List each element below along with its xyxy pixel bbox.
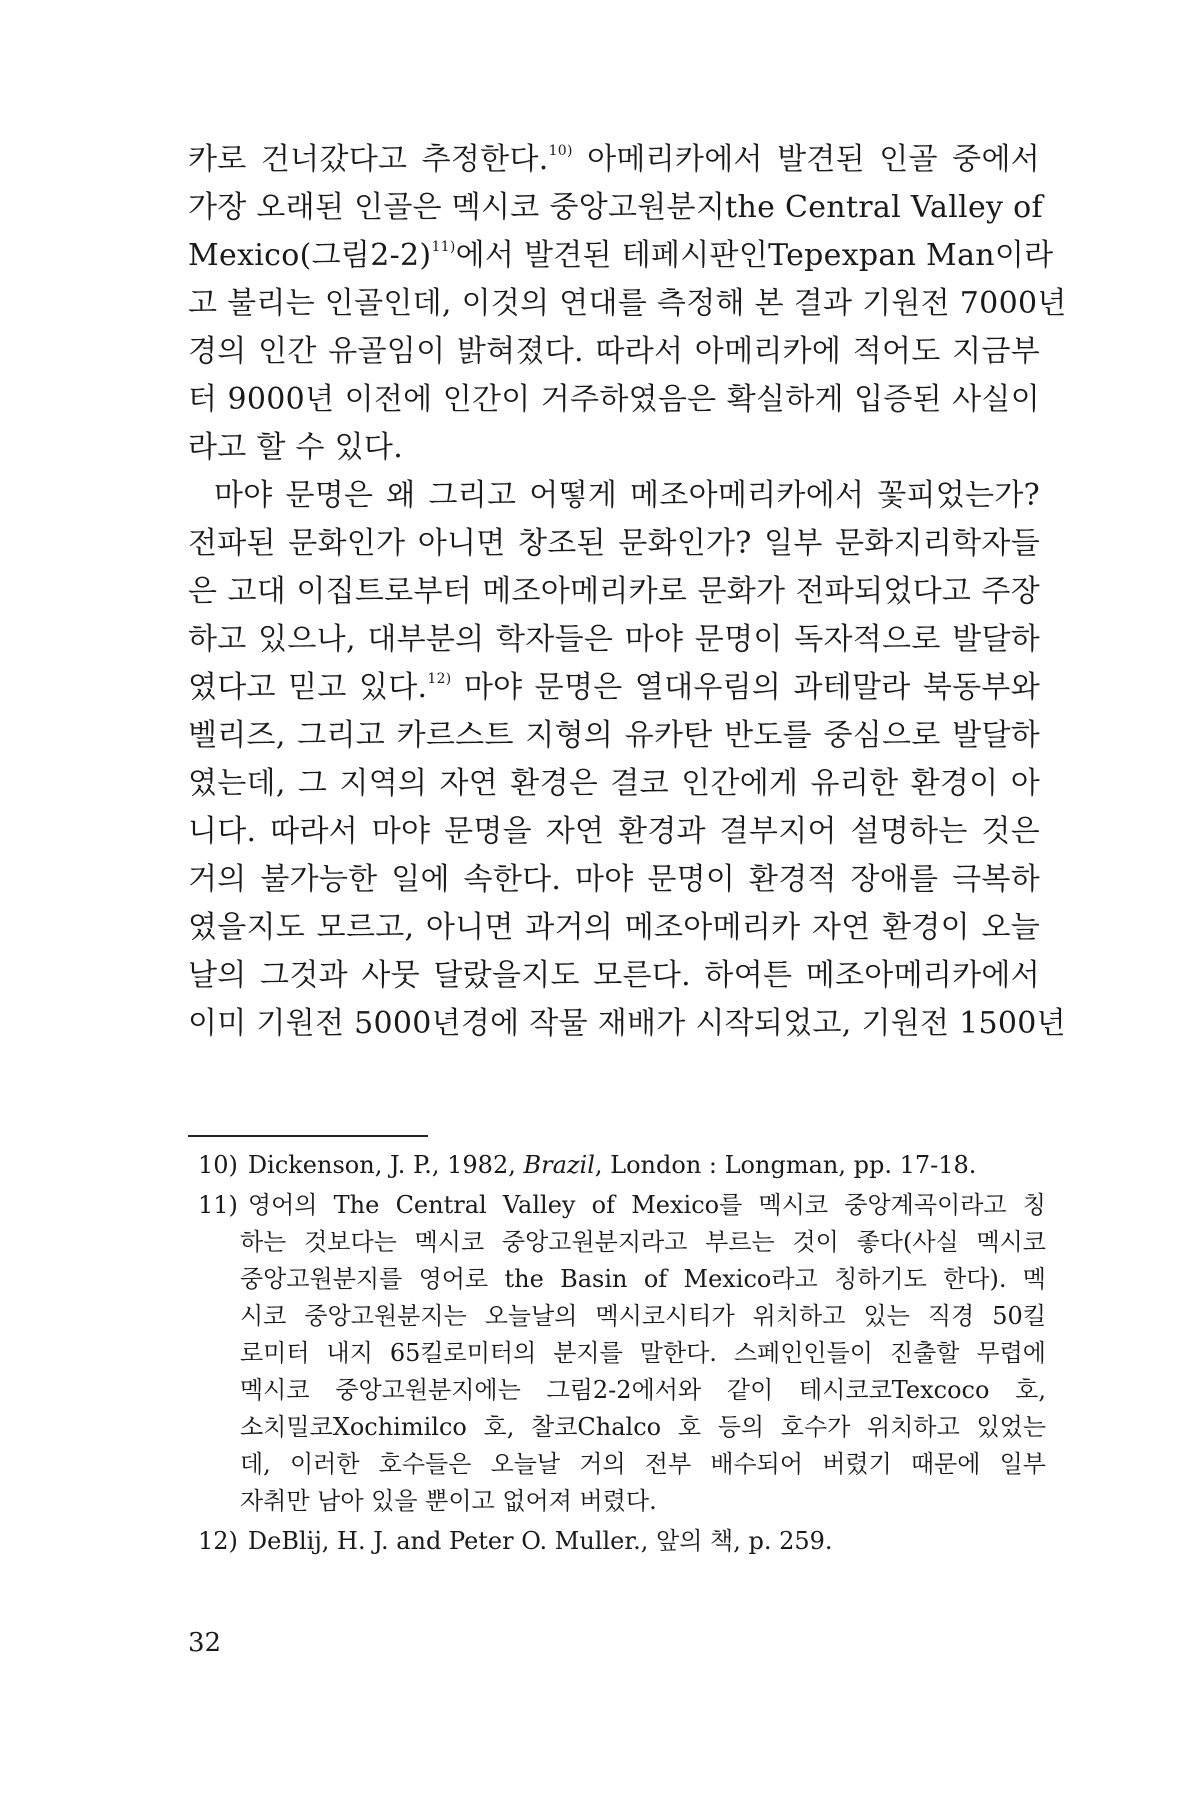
body-line-19: 이미 기원전 5000년경에 작물 재배가 시작되었고, 기원전 1500년 [188,1006,1066,1041]
footnote-11-line-5: 로미터 내지 65킬로미터의 분지를 말한다. 스페인인들이 진출할 무렵에 [240,1339,1046,1367]
body-line-14: 였는데, 그 지역의 자연 환경은 결코 인간에게 유리한 환경이 아 [188,766,1040,801]
footnote-11-line-4: 시코 중앙고원분지는 오늘날의 멕시코시티가 위치하고 있는 직경 50킬 [240,1302,1046,1330]
body-text: 마야 문명은 열대우림의 과테말라 북동부와 [451,670,1040,705]
footnote-11-line-6: 멕시코 중앙고원분지에는 그림2-2에서와 같이 테시코코Texcoco 호, [240,1376,1046,1404]
body-line-4: 고 불리는 인골인데, 이것의 연대를 측정해 본 결과 기원전 7000년 [188,286,1067,321]
footnote-ref-11: 11) [431,239,456,255]
footnote-text: 영어의 The Central Valley of Mexico를 멕시코 중앙계곡이라고 칭 [247,1191,1046,1219]
body-line-10: 은 고대 이집트로부터 메조아메리카로 문화가 전파되었다고 주장 [188,574,1040,609]
footnote-11-line-8: 데, 이러한 호수들은 오늘날 거의 전부 배수되어 버렸기 때문에 일부 [240,1450,1046,1478]
body-line-2: 가장 오래된 인골은 멕시코 중앙고원분지the Central Valley of [188,190,1043,225]
footnote-11-line-3: 중앙고원분지를 영어로 the Basin of Mexico라고 칭하기도 한다). 멕 [240,1265,1046,1293]
body-line-12 [188,668,1040,708]
footnote-11-line-9: 자취만 남아 있을 뿐이고 없어져 버렸다. [240,1487,657,1515]
footnote-11 [198,1188,1046,1222]
body-text: 카로 건너갔다고 추정한다. [188,142,549,177]
body-text: Mexico(그림2-2) [188,238,432,273]
body-line-7: 라고 할 수 있다. [188,430,404,465]
body-line-5: 경의 인간 유골임이 밝혀졌다. 따라서 아메리카에 적어도 지금부 [188,334,1040,369]
footnote-11-line-7: 소치밀코Xochimilco 호, 찰코Chalco 호 등의 호수가 위치하고 있었는 [240,1413,1046,1441]
footnote-text: Dickenson, J. P., 1982, [247,1151,524,1179]
footnote-ref-12: 12) [427,671,452,687]
body-line-11: 하고 있으나, 대부분의 학자들은 마야 문명이 독자적으로 발달하 [188,622,1040,657]
footnote-number: 12) [198,1527,238,1555]
footnote-separator [188,1135,428,1137]
footnote-12 [198,1524,1046,1558]
body-line-17: 였을지도 모르고, 아니면 과거의 메조아메리카 자연 환경이 오늘 [188,910,1040,945]
body-line-15: 니다. 따라서 마야 문명을 자연 환경과 결부지어 설명하는 것은 [188,814,1040,849]
footnote-text: , London : Longman, pp. 17-18. [594,1151,977,1179]
body-line-13: 벨리즈, 그리고 카르스트 지형의 유카탄 반도를 중심으로 발달하 [188,718,1040,753]
page-number: 32 [188,1628,222,1658]
body-line-9: 전파된 문화인가 아니면 창조된 문화인가? 일부 문화지리학자들 [188,526,1040,561]
footnote-italic-title: Brazil [523,1151,595,1179]
footnote-11-line-2: 하는 것보다는 멕시코 중앙고원분지라고 부르는 것이 좋다(사실 멕시코 [240,1228,1046,1256]
footnote-number: 10) [198,1151,238,1179]
body-line-1 [188,140,1040,180]
footnote-text: DeBlij, H. J. and Peter O. Muller., 앞의 책, p. 259. [247,1527,833,1555]
body-text: 에서 발견된 테페시판인Tepexpan Man이라 [455,238,1054,273]
body-text: 아메리카에서 발견된 인골 중에서 [572,142,1040,177]
body-text: 였다고 믿고 있다. [188,670,428,705]
body-line-16: 거의 불가능한 일에 속한다. 마야 문명이 환경적 장애를 극복하 [188,862,1040,897]
body-line-6: 터 9000년 이전에 인간이 거주하였음은 확실하게 입증된 사실이 [188,382,1040,417]
footnote-ref-10: 10) [548,143,573,159]
body-line-8: 마야 문명은 왜 그리고 어떻게 메조아메리카에서 꽃피었는가? [214,478,1040,513]
footnote-number: 11) [198,1191,238,1219]
body-line-3 [188,236,1054,276]
body-line-18: 날의 그것과 사뭇 달랐을지도 모른다. 하여튼 메조아메리카에서 [188,958,1040,993]
footnote-10 [198,1148,1046,1182]
